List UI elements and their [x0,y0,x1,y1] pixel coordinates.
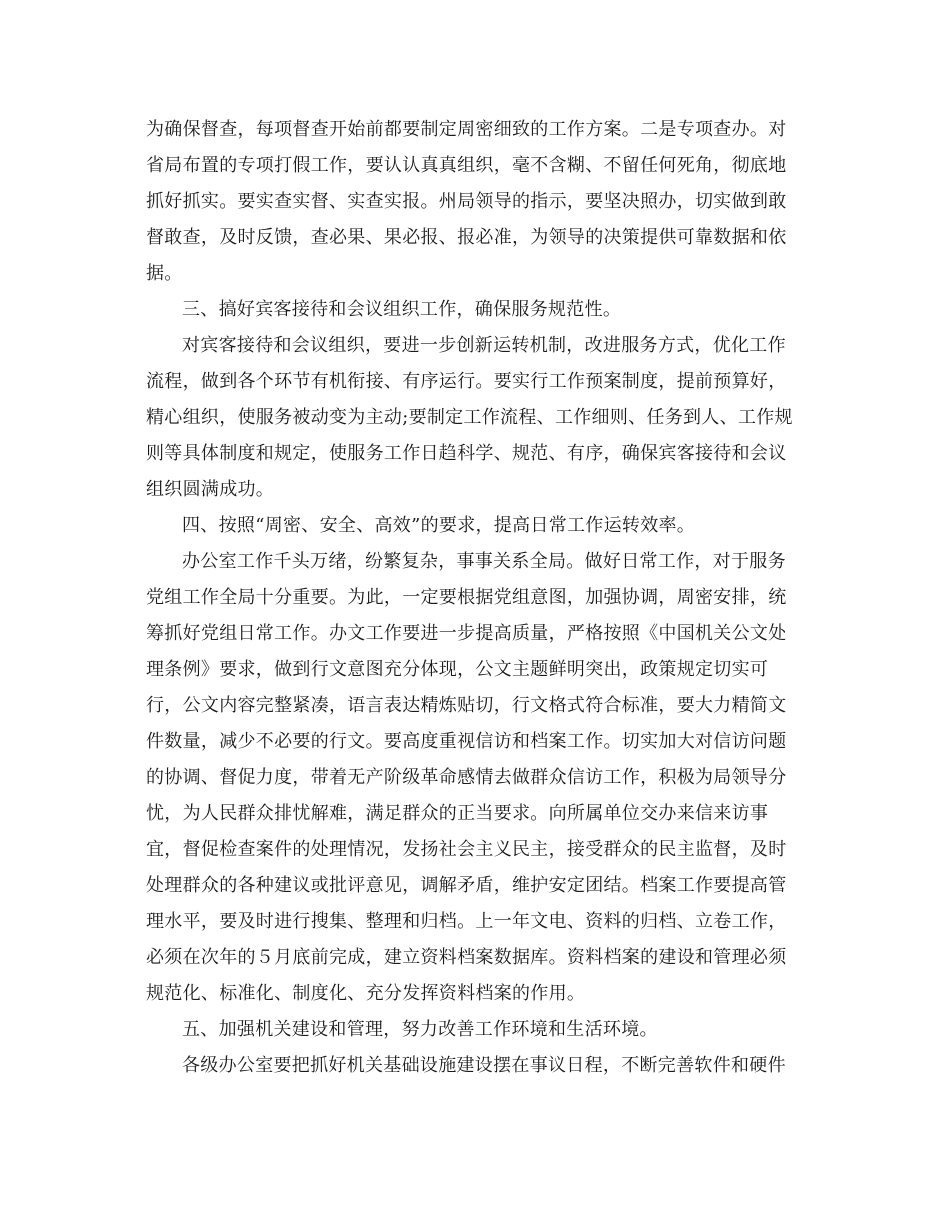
text-line: 流程，做到各个环节有机衔接、有序运行。要实行工作预案制度，提前预算好， [146,371,787,392]
text-line: 宜，督促检查案件的处理情况，发扬社会主义民主，接受群众的民主监督，及时 [146,839,787,860]
text-line: 各级办公室要把抓好机关基础设施建设摆在事议日程，不断完善软件和硬件 [182,1055,786,1076]
text-line: 精心组织，使服务被动变为主动;要制定工作流程、工作细则、任务到人、工作规 [146,407,793,428]
text-line: 对宾客接待和会议组织，要进一步创新运转机制，改进服务方式，优化工作 [182,335,786,356]
text-line: 必须在次年的５月底前完成，建立资料档案数据库。资料档案的建设和管理必须 [146,947,787,968]
text-line: 理水平，要及时进行搜集、整理和归档。上一年文电、资料的归档、立卷工作， [146,911,787,932]
text-line: 党组工作全局十分重要。为此，一定要根据党组意图，加强协调，周密安排，统 [146,587,787,608]
text-line: 办公室工作千头万绪，纷繁复杂，事事关系全局。做好日常工作，对于服务 [182,551,786,572]
text-line: 为确保督查，每项督查开始前都要制定周密细致的工作方案。二是专项查办。对 [146,119,787,140]
text-line: 规范化、标准化、制度化、充分发挥资料档案的作用。 [146,983,586,1004]
text-line: 省局布置的专项打假工作，要认认真真组织，毫不含糊、不留任何死角，彻底地 [146,155,787,176]
section-heading: 五、加强机关建设和管理，努力改善工作环境和生活环境。 [182,1019,658,1040]
text-line: 的协调、督促力度，带着无产阶级革命感情去做群众信访工作，积极为局领导分 [146,767,787,788]
text-line: 行，公文内容完整紧凑，语言表达精炼贴切，行文格式符合标准，要大力精简文 [146,695,787,716]
section-heading: 三、搞好宾客接待和会议组织工作，确保服务规范性。 [182,299,622,320]
text-line: 组织圆满成功。 [146,479,275,500]
text-line: 件数量，减少不必要的行文。要高度重视信访和档案工作。切实加大对信访问题 [146,731,787,752]
text-line: 处理群众的各种建议或批评意见，调解矛盾，维护安定团结。档案工作要提高管 [146,875,787,896]
section-heading: 四、按照“周密、安全、高效”的要求，提高日常工作运转效率。 [182,515,696,536]
text-line: 筹抓好党组日常工作。办文工作要进一步提高质量，严格按照《中国机关公文处 [146,623,787,644]
text-line: 理条例》要求，做到行文意图充分体现，公文主题鲜明突出，政策规定切实可 [146,659,769,680]
text-line: 抓好抓实。要实查实督、实查实报。州局领导的指示，要坚决照办，切实做到敢 [146,191,787,212]
text-line: 则等具体制度和规定，使服务工作日趋科学、规范、有序，确保宾客接待和会议 [146,443,787,464]
text-line: 督敢查，及时反馈，查必果、果必报、报必准，为领导的决策提供可靠数据和依 [146,227,787,248]
text-line: 忧，为人民群众排忧解难，满足群众的正当要求。向所属单位交办来信来访事 [146,803,769,824]
text-line: 据。 [146,263,183,284]
